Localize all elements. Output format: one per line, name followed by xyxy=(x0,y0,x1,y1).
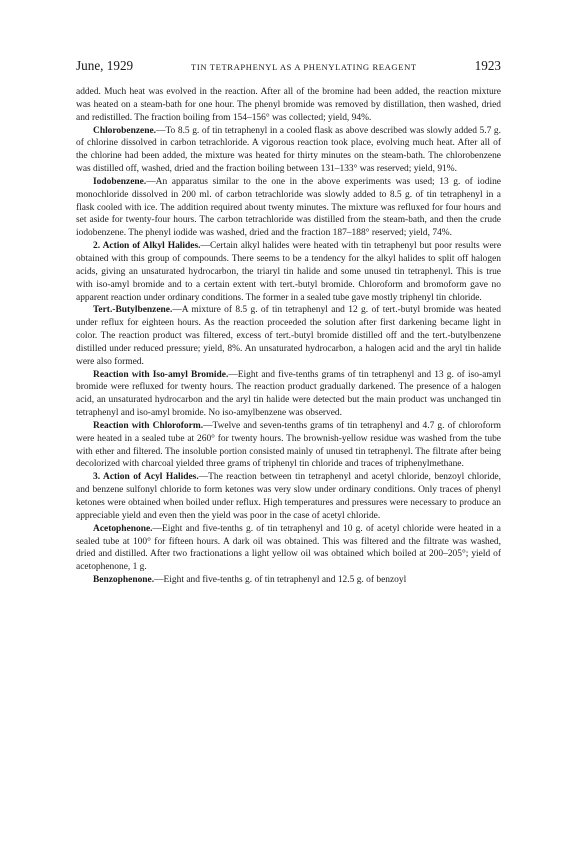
paragraph-acetophenone xyxy=(76,523,501,574)
paragraph-text: —Eight and five-tenths g. of tin tetraphenyl and 10 g. of acetyl chloride were heated in a sealed tube at 100° for fifteen hours. A dark oil was obtained. This was filtered and the filtrate was washed, dried and distilled. After two fractionations a light yellow oil was obtained which boiled at 200–205°; yield of acetophenone, 1 g. xyxy=(76,523,501,573)
article-body xyxy=(76,86,501,587)
paragraph-chloroform xyxy=(76,420,501,471)
paragraph-heading: Reaction with Iso-amyl Bromide. xyxy=(93,369,229,380)
paragraph-acyl-halides xyxy=(76,471,501,522)
running-header xyxy=(76,58,501,74)
paragraph-text: —Certain alkyl halides were heated with tin tetraphenyl but poor results were obtained with this group of compounds. There seems to be a tendency for the alkyl halides to split off halogen acids, giving an unsaturated hydrocarbon, the triaryl tin halide and some unused tin tetraphenyl. This is true with iso-amyl bromide and to a certain extent with tert.-butyl bromide. Chloroform and bromoform gave no apparent reaction under ordinary conditions. The former in a sealed tube gave mostly triphenyl tin chloride. xyxy=(76,241,502,303)
issue-date: June, 1929 xyxy=(76,58,134,73)
paragraph-text: —Eight and five-tenths g. of tin tetraphenyl and 12.5 g. of benzoyl xyxy=(154,575,407,586)
running-title: TIN TETRAPHENYL AS A PHENYLATING REAGENT xyxy=(191,62,417,72)
paragraph-heading: Acetophenone. xyxy=(93,523,153,534)
paragraph-text: —Eight and five-tenths grams of tin tetraphenyl and 13 g. of iso-amyl bromide were refluxed for twenty hours. The reaction product gradually darkened. The presence of a halogen acid, an unsaturated hydrocarbon and the aryl tin halide were detected but the main product was unchanged tin tetraphenyl and iso-amyl bromide. No iso-amylbenzene was observed. xyxy=(76,369,501,419)
paragraph-chlorobenzene xyxy=(76,125,501,176)
paragraph-iso-amyl-bromide xyxy=(76,369,501,420)
paragraph-tert-butylbenzene xyxy=(76,304,501,368)
section-heading: 3. Action of Acyl Halides. xyxy=(93,472,199,483)
paragraph-text: —The reaction between tin tetraphenyl and acetyl chloride, benzoyl chloride, and benzene sulfonyl chloride to form ketones was very slow under ordinary conditions. Only traces of phenyl ketones were obtained when boiled under reflux. High temperatures and pressures were necessary to produce an appreciable yield and even then the yield was poor in the case of acetyl chloride. xyxy=(76,472,501,521)
paragraph-iodobenzene xyxy=(76,176,501,240)
page-number: 1923 xyxy=(474,58,501,73)
paragraph-text: added. Much heat was evolved in the reaction. After all of the bromine had been added, the reaction mixture was heated on a steam-bath for one hour. The phenyl bromide was removed by distillation, then washed, dried and redistilled. The fraction boiling from 154–156° was collected; yield, 94%. xyxy=(76,87,501,123)
paragraph-heading: Chlorobenzene. xyxy=(93,125,157,136)
paragraph-benzophenone xyxy=(76,574,501,587)
paragraph-heading: Iodobenzene. xyxy=(93,176,147,187)
paragraph-alkyl-halides xyxy=(76,240,501,304)
paragraph-text: —An apparatus similar to the one in the above experiments was used; 13 g. of iodine monochloride dissolved in 200 ml. of carbon tetrachloride was slowly added to 8.5 g. of tin tetraphenyl in a flask cooled with ice. The addition required about twenty minutes. The mixture was refluxed for four hours and set aside for twenty-four hours. The carbon tetrachloride was distilled from the steam-bath, and then the crude iodobenzene. The phenyl iodide was washed, dried and the fraction 187–188° reserved; yield, 74%. xyxy=(76,176,501,239)
paragraph-heading: Benzophenone. xyxy=(93,575,155,586)
paragraph-text: —A mixture of 8.5 g. of tin tetraphenyl and 12 g. of tert.-butyl bromide was heated under reflux for eighteen hours. As the reaction proceeded the solution after first darkening became light in color. The reaction product was filtered, excess of tert.-butyl bromide distilled off and the tert.-butylbenzene distilled under reduced pressure; yield, 8%. An unsaturated hydrocarbon, a halogen acid and the aryl tin halide were also formed. xyxy=(76,305,501,367)
paragraph-text: —Twelve and seven-tenths grams of tin tetraphenyl and 4.7 g. of chloroform were heated in a sealed tube at 260° for twenty hours. The brownish-yellow residue was washed from the tube with ether and filtered. The insoluble portion consisted mainly of unused tin tetraphenyl. The filtrate after being decolorized with charcoal yielded three grams of triphenyl tin chloride and traces of triphenylmethane. xyxy=(76,420,501,470)
section-heading: 2. Action of Alkyl Halides. xyxy=(93,241,201,252)
paragraph-heading: Tert.-Butylbenzene. xyxy=(93,305,173,316)
paragraph-bromobenzene-cont xyxy=(76,86,501,125)
paragraph-text: —To 8.5 g. of tin tetraphenyl in a cooled flask as above described was slowly added 5.7 g. of chlorine dissolved in carbon tetrachloride. A vigorous reaction took place, evolving much heat. After all of the chlorine had been added, the mixture was heated for thirty minutes on the steam-bath. The chlorobenzene was distilled off, washed, dried and the fraction boiling between 131–133° was reserved; yield, 91%. xyxy=(76,125,501,175)
paragraph-heading: Reaction with Chloroform. xyxy=(93,420,204,431)
